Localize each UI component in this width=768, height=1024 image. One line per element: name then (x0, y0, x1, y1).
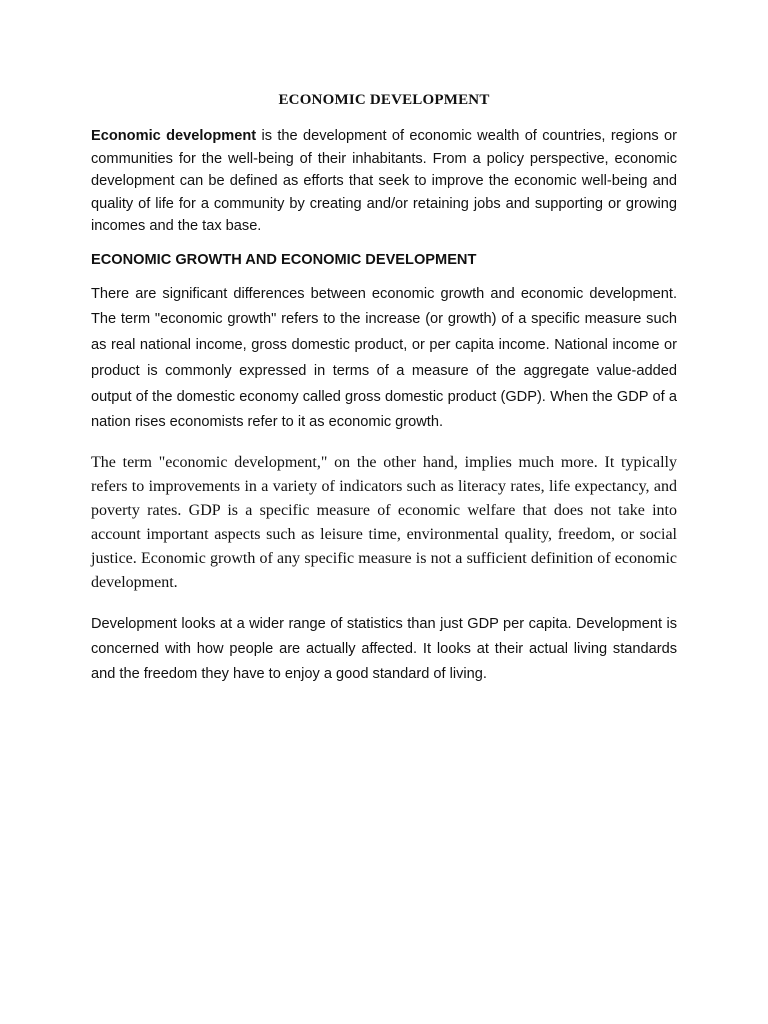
document-page (91, 92, 677, 701)
wider-range-paragraph: Development looks at a wider range of statistics than just GDP per capita. Development is concerned with how people are actually affected. It looks at their actual living standards and the freedom they have to enjoy a good standard of living. (91, 616, 677, 683)
intro-lead-term: Economic development (91, 128, 257, 144)
development-paragraph: The term "economic development," on the other hand, implies much more. It typically refers to improvements in a variety of indicators such as literacy rates, life expectancy, and poverty rates. GDP is a specific measure of economic welfare that does not take into account important aspects such as leisure time, environmental quality, freedom, or social justice. Economic growth of any specific measure is not a sufficient definition of economic development. (91, 454, 677, 592)
section-heading: ECONOMIC GROWTH AND ECONOMIC DEVELOPMENT (91, 251, 477, 268)
growth-paragraph: There are significant differences between economic growth and economic development. The term "economic growth" refers to the increase (or growth) of a specific measure such as real national income, gross domestic product, or per capita income. National income or product is commonly expressed in terms of a measure of the aggregate value-added output of the domestic economy called gross domestic product (GDP). When the GDP of a nation rises economists refer to it as economic growth. (91, 285, 677, 431)
intro-body: is the development of economic wealth of countries, regions or communities for the well-being of their inhabitants. From a policy perspective, economic development can be defined as efforts that seek to improve the economic well-being and quality of life for a community by creating and/or retaining jobs and supporting or growing incomes and the tax base. (91, 128, 677, 234)
document-title: ECONOMIC DEVELOPMENT (278, 92, 490, 108)
intro-paragraph (91, 125, 677, 238)
